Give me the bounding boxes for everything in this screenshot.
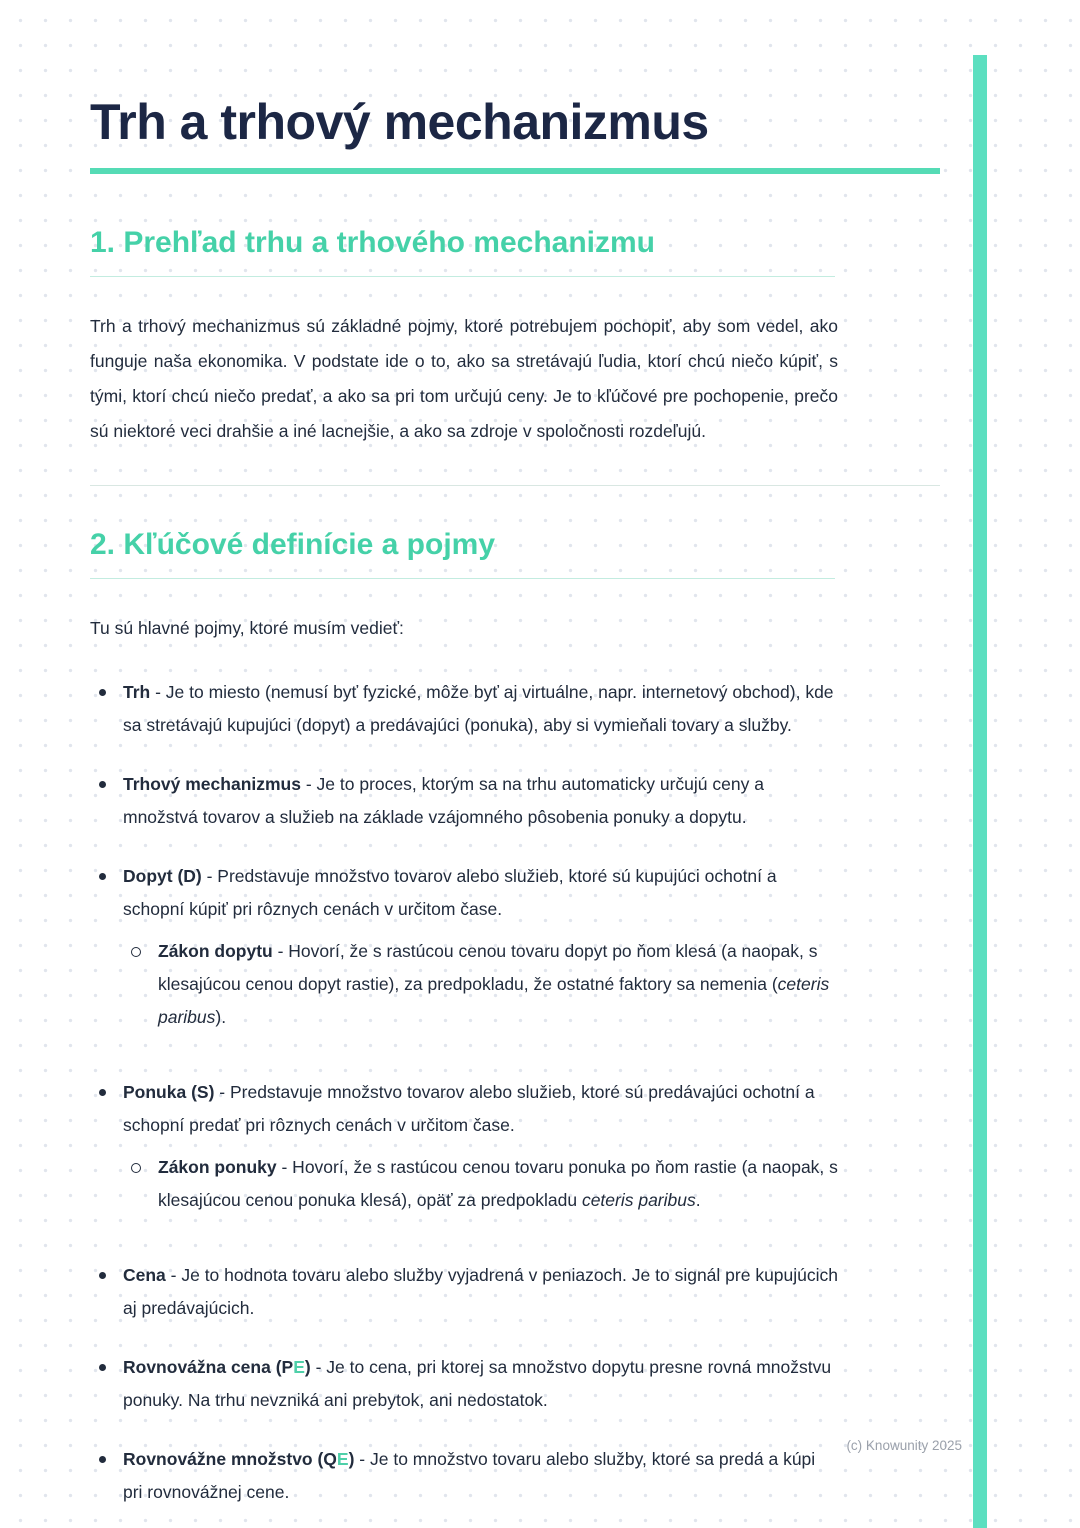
list-item-trh xyxy=(90,676,838,742)
term-rovnovazna-cena xyxy=(123,1357,311,1377)
definition-text: - Predstavuje množstvo tovarov alebo služieb, ktoré sú predávajúci ochotní a schopní predať pri rôznych cenách v určitom čase. xyxy=(123,1082,815,1135)
right-accent-bar xyxy=(973,55,987,1528)
latin-phrase: ceteris paribus xyxy=(158,974,830,1027)
definition-text: - Je to hodnota tovaru alebo služby vyjadrená v peniazoch. Je to signál pre kupujúcich aj predávajúcich. xyxy=(123,1265,839,1318)
definition-text: . xyxy=(695,1190,701,1210)
list-item-rovnovazna-cena xyxy=(90,1351,838,1417)
definition-text: ). xyxy=(215,1007,227,1027)
section1-heading: 1. Prehľad trhu a trhového mechanizmu xyxy=(90,226,835,277)
page-title: Trh a trhový mechanizmus xyxy=(90,94,709,150)
definitions-list xyxy=(90,676,838,1509)
definition-text: - Je to miesto (nemusí byť fyzické, môže byť aj virtuálne, napr. internetový obchod), kde sa stretávajú kupujúci (dopyt) a predávajúci (ponuka), aby si vymieňali tovary a služby. xyxy=(123,682,834,735)
list-item-trhovy-mechanizmus xyxy=(90,768,838,834)
document-content xyxy=(90,92,940,1528)
term-rovnovazne-mnozstvo xyxy=(123,1449,354,1469)
definition-text: - Predstavuje množstvo tovarov alebo služieb, ktoré sú kupujúci ochotní a schopní kúpiť pri rôznych cenách v určitom čase. xyxy=(123,866,777,919)
sub-list-ponuka xyxy=(123,1151,838,1217)
sub-item-zakon-ponuky xyxy=(123,1151,838,1217)
section2-heading: 2. Kľúčové definície a pojmy xyxy=(90,528,835,579)
definition-text: - Hovorí, že s rastúcou cenou tovaru ponuka po ňom rastie (a naopak, s klesajúcou cenou ponuka klesá), opäť za predpokladu xyxy=(158,1157,838,1210)
list-item-ponuka xyxy=(90,1076,838,1217)
term-text: Rovnovážna cena (P xyxy=(123,1357,294,1377)
term-trhovy-mechanizmus: Trhový mechanizmus xyxy=(123,774,301,794)
section2-intro: Tu sú hlavné pojmy, ktoré musím vedieť: xyxy=(90,618,404,638)
section-divider xyxy=(90,485,940,486)
section1-paragraph: Trh a trhový mechanizmus sú základné pojmy, ktoré potrebujem pochopiť, aby som vedel, ako funguje naša ekonomika. V podstate ide o to, ako sa stretávajú ľudia, ktorí chcú niečo kúpiť, s tými, ktorí chcú niečo predať, a ako sa pri tom určujú ceny. Je to kľúčové pre pochopenie, prečo sú niektoré veci drahšie a iné lacnejšie, a ako sa zdroje v spoločnosti rozdeľujú. xyxy=(90,316,838,441)
definition-text: - Je to množstvo tovaru alebo služby, ktoré sa predá a kúpi pri rovnovážnej cene. xyxy=(123,1449,816,1502)
copyright-note: (c) Knowunity 2025 xyxy=(846,1438,962,1453)
latin-phrase: ceteris paribus xyxy=(581,1190,696,1210)
list-item-cena xyxy=(90,1259,838,1325)
term-ponuka: Ponuka (S) xyxy=(123,1082,215,1102)
definition-text: - Je to proces, ktorým sa na trhu automaticky určujú ceny a množstvá tovarov a služieb na základe vzájomného pôsobenia ponuky a dopytu. xyxy=(123,774,764,827)
sub-list-dopyt xyxy=(123,935,838,1034)
term-zakon-dopytu: Zákon dopytu xyxy=(158,941,273,961)
term-trh: Trh xyxy=(123,682,151,702)
definition-text: - Hovorí, že s rastúcou cenou tovaru dopyt po ňom klesá (a naopak, s klesajúcou cenou dopyt rastie), za predpokladu, že ostatné faktory sa nemenia ( xyxy=(158,941,818,994)
equilibrium-subscript: E xyxy=(336,1449,349,1469)
term-dopyt: Dopyt (D) xyxy=(123,866,202,886)
term-zakon-ponuky: Zákon ponuky xyxy=(158,1157,277,1177)
term-text: Rovnovážne množstvo (Q xyxy=(123,1449,337,1469)
definition-text: - Je to cena, pri ktorej sa množstvo dopytu presne rovná množstvu ponuky. Na trhu nevzniká ani prebytok, ani nedostatok. xyxy=(123,1357,832,1410)
list-item-rovnovazne-mnozstvo xyxy=(90,1443,838,1509)
sub-item-zakon-dopytu xyxy=(123,935,838,1034)
term-text: ) xyxy=(348,1449,355,1469)
list-item-dopyt xyxy=(90,860,838,1034)
term-cena: Cena xyxy=(123,1265,166,1285)
term-text: ) xyxy=(304,1357,311,1377)
title-underline-rule xyxy=(90,168,940,174)
equilibrium-subscript: E xyxy=(293,1357,305,1377)
